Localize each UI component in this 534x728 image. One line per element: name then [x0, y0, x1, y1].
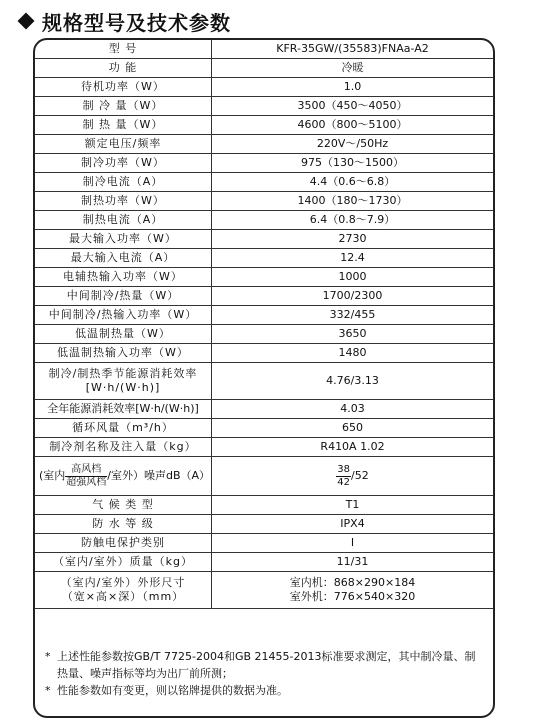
table-row: [35, 135, 493, 154]
row-value: 1480: [212, 344, 494, 363]
table-row: [35, 78, 493, 97]
row-value: 3650: [212, 325, 494, 344]
row-label: （室内/室外）质量（kg）: [35, 553, 212, 572]
row-value: 4.76/3.13: [212, 363, 494, 400]
row-label: [35, 457, 212, 496]
row-label: 功 能: [35, 59, 212, 78]
row-value: 975（130～1500）: [212, 154, 494, 173]
row-label: 制 热 量（W）: [35, 116, 212, 135]
row-value: 冷暖: [212, 59, 494, 78]
footnote: [45, 648, 479, 682]
table-row: [35, 363, 493, 400]
row-label-line2: [W·h/(W·h)]: [85, 381, 161, 394]
table-row: [35, 211, 493, 230]
row-label: 全年能源消耗效率[W·h/(W·h)]: [35, 400, 212, 419]
table-row: [35, 344, 493, 363]
row-value: IPX4: [212, 515, 494, 534]
row-label: 中间制冷/热量（W）: [35, 287, 212, 306]
noise-value: $\frac{38}{42}$ /52: [337, 464, 369, 488]
row-value: 4.03: [212, 400, 494, 419]
table-row: [35, 154, 493, 173]
row-label: 低温制热量（W）: [35, 325, 212, 344]
table-row: [35, 457, 493, 496]
row-label-line2: （宽×高×深）（mm）: [61, 590, 185, 603]
row-value: R410A 1.02: [212, 438, 494, 457]
table-row: [35, 287, 493, 306]
row-value: 11/31: [212, 553, 494, 572]
table-row: [35, 230, 493, 249]
row-value: I: [212, 534, 494, 553]
table-row: [35, 515, 493, 534]
row-label: 制冷功率（W）: [35, 154, 212, 173]
table-row: [35, 40, 493, 59]
row-label: 气 候 类 型: [35, 496, 212, 515]
table-row: [35, 97, 493, 116]
section-heading: [18, 8, 231, 34]
row-value: T1: [212, 496, 494, 515]
row-label: 型 号: [35, 40, 212, 59]
row-label: 制冷电流（A）: [35, 173, 212, 192]
table-row: [35, 534, 493, 553]
row-label: 中间制冷/热输入功率（W）: [35, 306, 212, 325]
noise-label: (室内 $\frac{\text{高风档}}{\text{超强风档}}$ /室外）噪声dB（A）: [39, 464, 211, 488]
diamond-bullet-icon: [18, 13, 35, 30]
table-row: [35, 268, 493, 287]
row-label: 待机功率（W）: [35, 78, 212, 97]
row-label: 防 水 等 级: [35, 515, 212, 534]
row-value: KFR-35GW/(35583)FNAa-A2: [212, 40, 494, 59]
spec-table-frame: [33, 38, 495, 718]
noise-fraction: $\frac{38}{42}$: [337, 464, 351, 488]
asterisk-bullet: *: [45, 684, 51, 697]
row-value: 1400（180～1730）: [212, 192, 494, 211]
table-row: [35, 419, 493, 438]
fan-speed-fraction: $\frac{\text{高风档}}{\text{超强风档}}$: [66, 464, 107, 488]
table-row: [35, 192, 493, 211]
row-value: 2730: [212, 230, 494, 249]
row-label: 最大输入电流（A）: [35, 249, 212, 268]
row-label: 最大输入功率（W）: [35, 230, 212, 249]
spec-table: [35, 40, 493, 609]
row-value: [212, 457, 494, 496]
row-label-line1: （室内/室外）外形尺寸: [60, 575, 186, 589]
table-row: [35, 325, 493, 344]
footnote: [45, 682, 479, 699]
table-row: [35, 173, 493, 192]
table-row: [35, 59, 493, 78]
row-value: 4600（800～5100）: [212, 116, 494, 135]
table-row: [35, 306, 493, 325]
row-value: 1.0: [212, 78, 494, 97]
row-value: 332/455: [212, 306, 494, 325]
row-label-line1: 制冷/制热季节能源消耗效率: [48, 366, 198, 380]
row-label: [35, 572, 212, 609]
row-value: 1700/2300: [212, 287, 494, 306]
table-row: [35, 116, 493, 135]
row-label: [35, 363, 212, 400]
footnotes: [35, 636, 493, 716]
row-value: [212, 572, 494, 609]
row-label: 循环风量（m³/h）: [35, 419, 212, 438]
asterisk-bullet: *: [45, 650, 51, 663]
row-value: 6.4（0.8～7.9）: [212, 211, 494, 230]
row-label: 防触电保护类别: [35, 534, 212, 553]
row-label: 低温制热输入功率（W）: [35, 344, 212, 363]
table-row: [35, 438, 493, 457]
row-value: 3500（450～4050）: [212, 97, 494, 116]
row-value: 12.4: [212, 249, 494, 268]
row-label: 额定电压/频率: [35, 135, 212, 154]
row-label: 制冷剂名称及注入量（kg）: [35, 438, 212, 457]
table-row: [35, 553, 493, 572]
table-row: [35, 249, 493, 268]
row-label: 制 冷 量（W）: [35, 97, 212, 116]
row-label: 电辅热输入功率（W）: [35, 268, 212, 287]
footnote-text: 上述性能参数按GB/T 7725-2004和GB 21455-2013标准要求测定，其中制冷量、制热量、噪声指标等均为出厂前所测；: [57, 650, 476, 680]
row-value-line2: 室外机：776×540×320: [289, 590, 416, 603]
footnote-text: 性能参数如有变更，则以铭牌提供的数据为准。: [57, 684, 288, 697]
row-value-line1: 室内机：868×290×184: [289, 575, 416, 589]
row-value: 220V～/50Hz: [212, 135, 494, 154]
table-row: [35, 400, 493, 419]
row-value: 4.4（0.6～6.8）: [212, 173, 494, 192]
table-row: [35, 496, 493, 515]
row-label: 制热电流（A）: [35, 211, 212, 230]
row-label: 制热功率（W）: [35, 192, 212, 211]
row-value: 1000: [212, 268, 494, 287]
row-value: 650: [212, 419, 494, 438]
table-row: [35, 572, 493, 609]
heading-text: 规格型号及技术参数: [42, 10, 231, 35]
